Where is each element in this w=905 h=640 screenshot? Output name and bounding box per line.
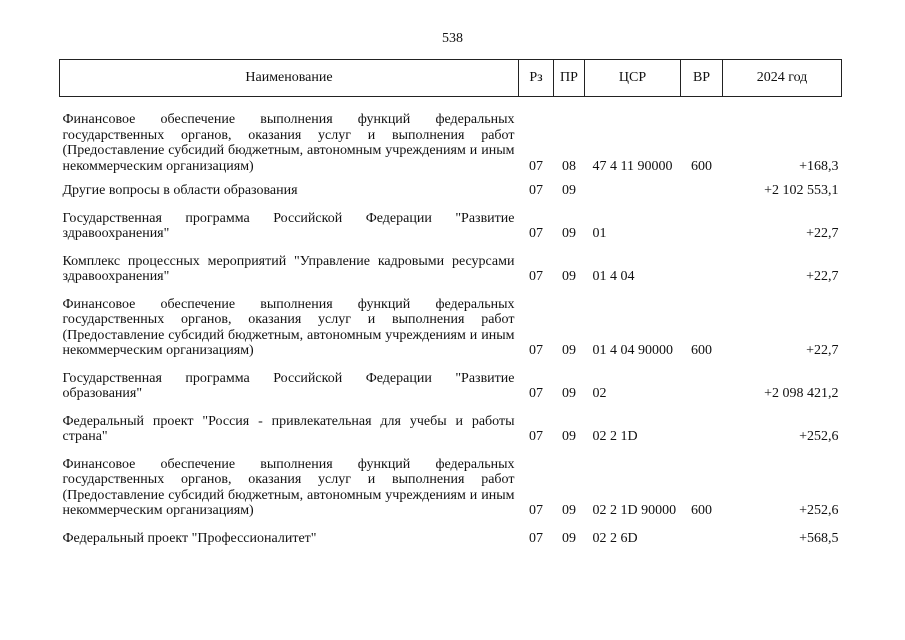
row-sum-2024: +22,7 [806, 269, 839, 284]
row-spacer-cell [60, 519, 842, 529]
row-pr: 09 [562, 343, 576, 358]
row-name: Финансовое обеспечение выполнения функций федеральных государственных органов, оказания услуг и выполнения работ (Предоставление субсидий бюджетным, автономным учреждениям и иным некоммерческим организациям) [62, 296, 515, 358]
row-rz: 07 [529, 530, 543, 546]
table-row [60, 252, 842, 285]
table-row [60, 529, 842, 547]
row-pr: 09 [562, 429, 576, 444]
row-pr: 09 [562, 183, 576, 198]
row-name: Государственная программа Российской Федерации "Развитие здравоохранения" [62, 210, 515, 241]
row-sum-2024: +252,6 [799, 503, 839, 518]
table-row [60, 110, 842, 174]
row-spacer [60, 242, 842, 252]
row-spacer [60, 174, 842, 181]
budget-table [59, 59, 842, 546]
row-name: Государственная программа Российской Федерации "Развитие образования" [62, 370, 515, 401]
row-name: Финансовое обеспечение выполнения функций федеральных государственных органов, оказания услуг и выполнения работ (Предоставление субсидий бюджетным, автономным учреждениям и иным некоммерческим организациям) [62, 456, 515, 518]
row-pr: 08 [562, 158, 576, 174]
row-sum-2024: +22,7 [806, 343, 839, 358]
row-csr: 47 4 11 90000 [592, 158, 673, 174]
row-vr: 600 [691, 343, 712, 358]
row-name: Комплекс процессных мероприятий "Управление кадровыми ресурсами здравоохранения" [62, 253, 515, 284]
row-csr: 02 2 6D [592, 530, 638, 546]
row-spacer [60, 359, 842, 369]
row-vr [681, 412, 723, 445]
table-body [60, 97, 842, 547]
row-pr: 09 [562, 386, 576, 401]
row-csr: 02 [592, 386, 607, 401]
row-spacer-cell [60, 359, 842, 369]
row-rz: 07 [529, 183, 543, 198]
row-spacer-cell [60, 97, 842, 111]
row-rz: 07 [529, 226, 543, 241]
row-spacer [60, 402, 842, 412]
row-pr: 09 [562, 269, 576, 284]
row-spacer-cell [60, 174, 842, 181]
row-spacer [60, 519, 842, 529]
table-row [60, 181, 842, 199]
row-name: Федеральный проект "Россия - привлекательная для учебы и работы страна" [62, 413, 515, 444]
row-name: Федеральный проект "Профессионалитет" [62, 530, 317, 546]
row-rz: 07 [529, 269, 543, 284]
row-spacer-cell [60, 285, 842, 295]
header-name: Наименование [60, 60, 519, 97]
row-sum-2024: +168,3 [799, 158, 839, 174]
header-vr: ВР [681, 60, 723, 97]
row-pr: 09 [562, 226, 576, 241]
row-rz: 07 [529, 343, 543, 358]
header-csr: ЦСР [585, 60, 681, 97]
row-spacer-cell [60, 445, 842, 455]
header-year: 2024 год [723, 60, 842, 97]
row-pr: 09 [562, 503, 576, 518]
row-rz: 07 [529, 429, 543, 444]
header-rz: Рз [519, 60, 554, 97]
row-name: Другие вопросы в области образования [62, 183, 298, 198]
row-sum-2024: +2 102 553,1 [764, 183, 839, 198]
row-spacer-cell [60, 242, 842, 252]
row-spacer [60, 285, 842, 295]
row-csr: 02 2 1D [592, 429, 638, 444]
header-pr: ПР [554, 60, 585, 97]
table-row [60, 455, 842, 519]
table-row [60, 412, 842, 445]
table-header-row [60, 60, 842, 97]
row-spacer [60, 199, 842, 209]
row-rz: 07 [529, 386, 543, 401]
row-spacer-cell [60, 402, 842, 412]
row-vr [681, 181, 723, 199]
table-row [60, 369, 842, 402]
page-number: 538 [442, 31, 463, 46]
row-vr [681, 529, 723, 547]
row-spacer [60, 445, 842, 455]
row-sum-2024: +568,5 [799, 530, 839, 546]
row-spacer-cell [60, 199, 842, 209]
row-sum-2024: +252,6 [799, 429, 839, 444]
row-spacer [60, 97, 842, 111]
row-csr: 02 2 1D 90000 [592, 503, 677, 518]
table-row [60, 295, 842, 359]
row-csr: 01 4 04 [592, 269, 635, 284]
row-vr: 600 [691, 503, 712, 518]
row-sum-2024: +22,7 [806, 226, 839, 241]
row-vr: 600 [691, 158, 712, 174]
row-vr [681, 252, 723, 285]
row-csr: 01 [592, 226, 607, 241]
table-row [60, 209, 842, 242]
row-csr: 01 4 04 90000 [592, 343, 673, 358]
row-vr [681, 369, 723, 402]
row-sum-2024: +2 098 421,2 [764, 386, 839, 401]
row-pr: 09 [562, 530, 576, 546]
row-rz: 07 [529, 158, 543, 174]
row-csr [585, 181, 681, 199]
row-rz: 07 [529, 503, 543, 518]
row-vr [681, 209, 723, 242]
row-name: Финансовое обеспечение выполнения функций федеральных государственных органов, оказания услуг и выполнения работ (Предоставление субсидий бюджетным, автономным учреждениям и иным некоммерческим организациям) [62, 112, 515, 174]
